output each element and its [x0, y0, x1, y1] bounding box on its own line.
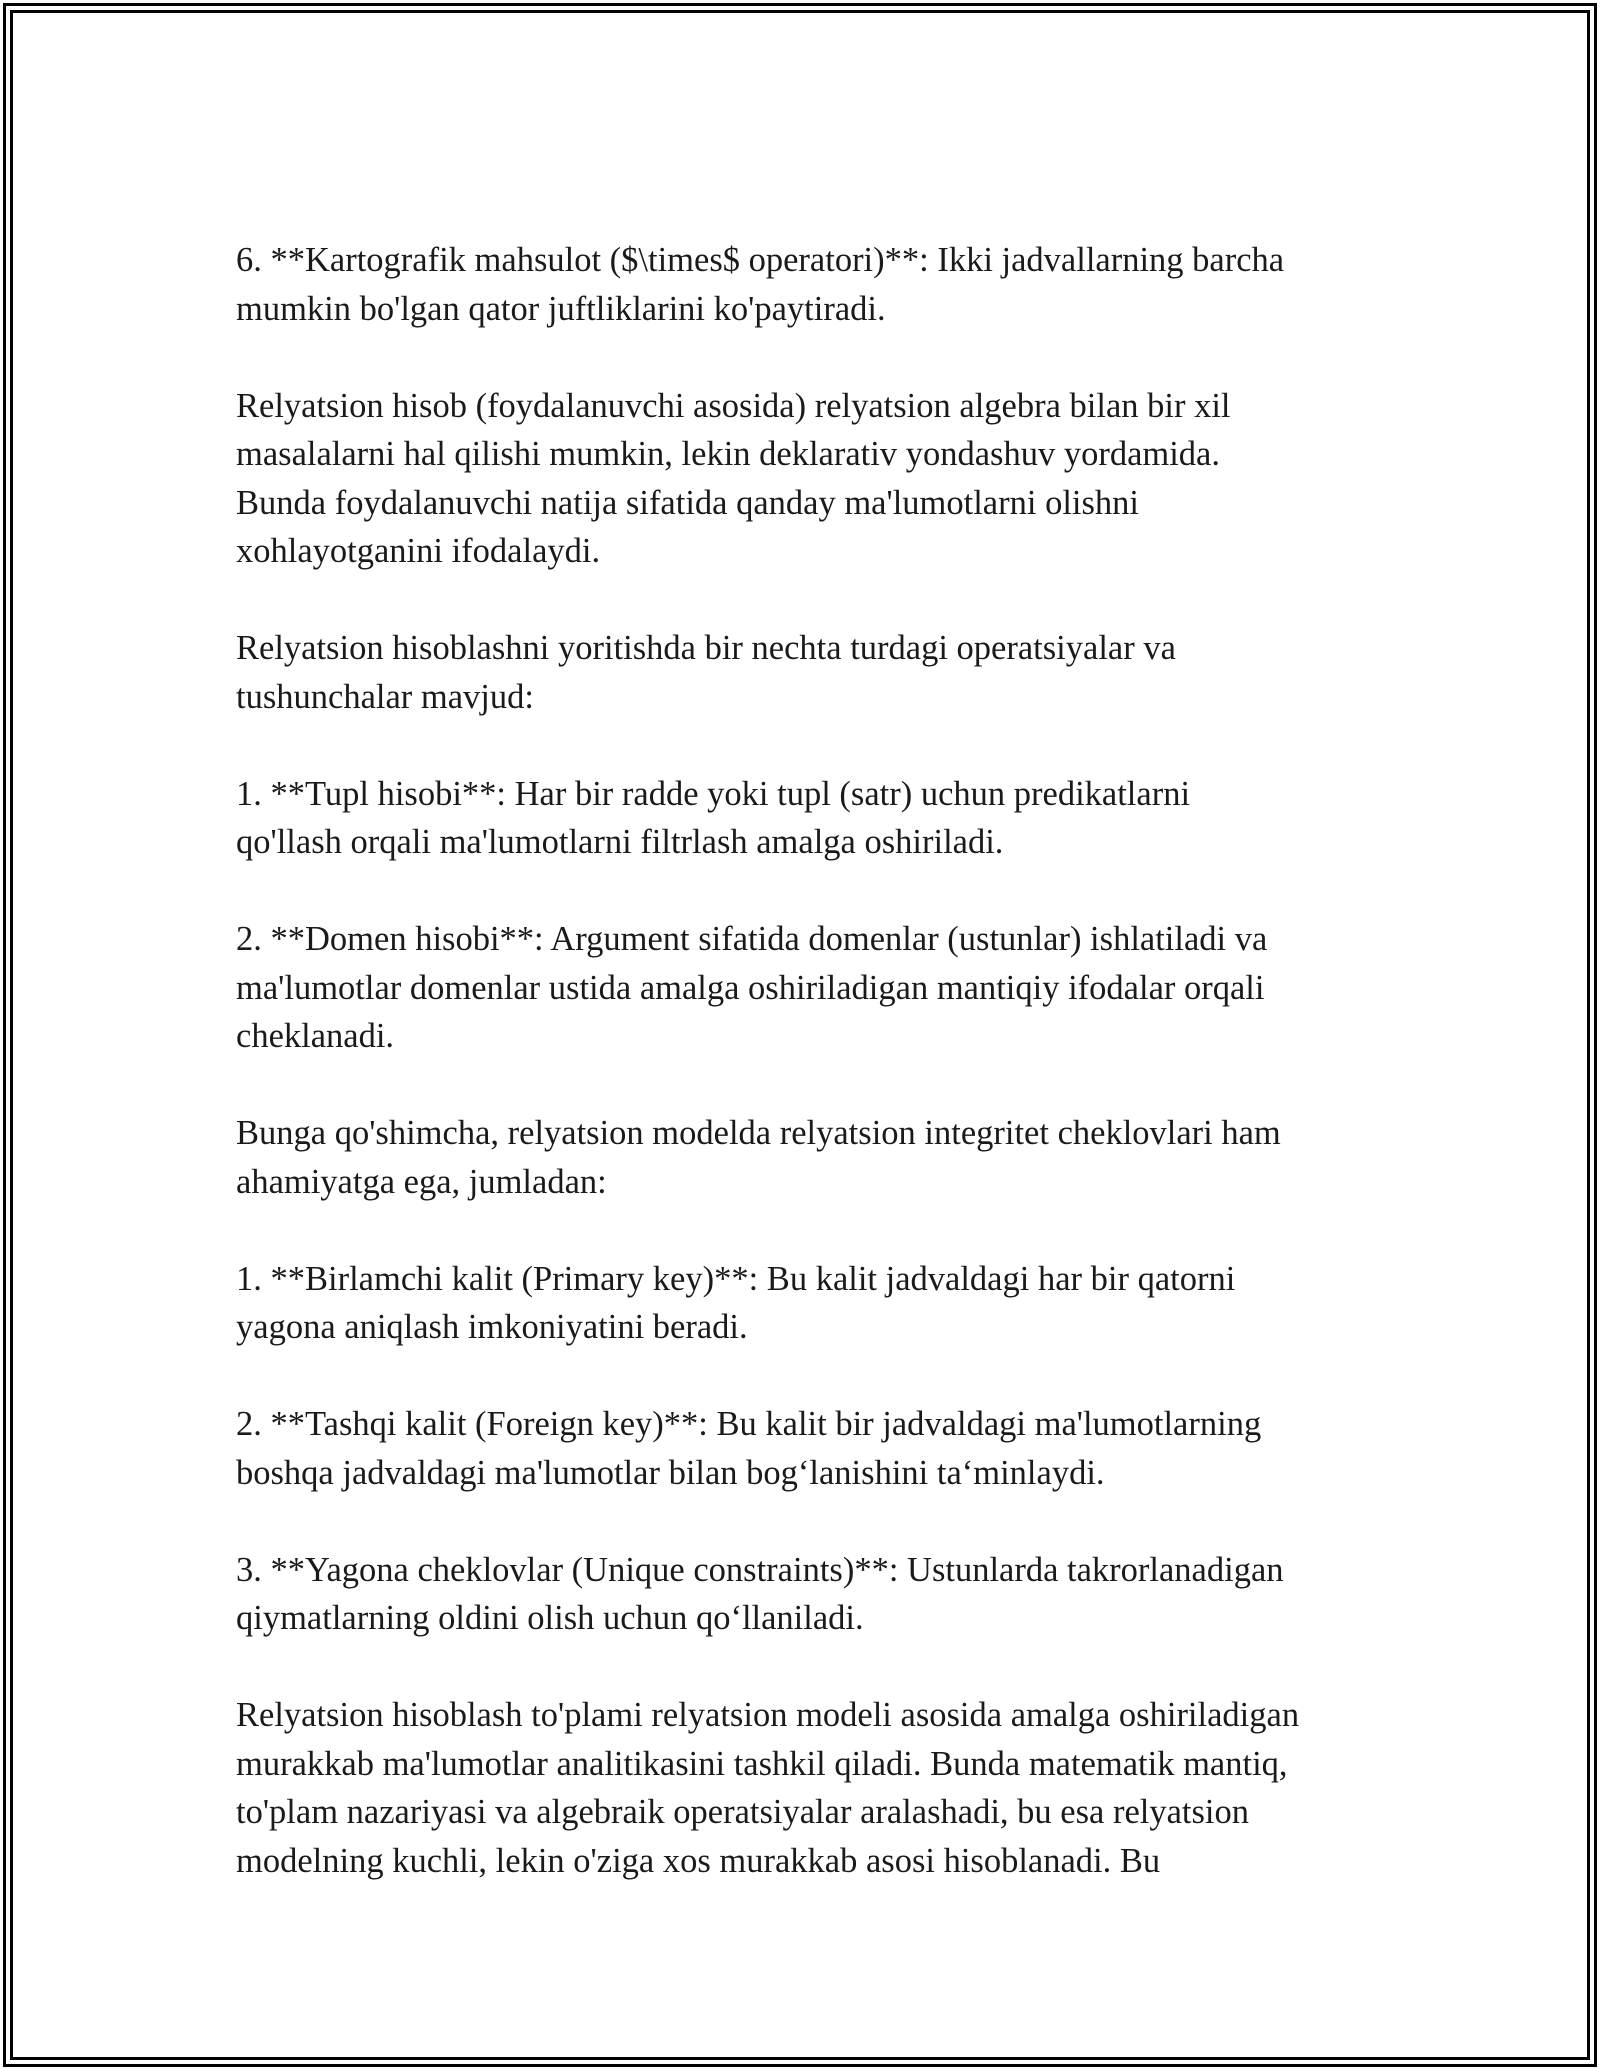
document-body [236, 236, 1396, 1885]
paragraph-foreign-key [236, 1400, 1396, 1497]
paragraph-relational-calculus-intro [236, 382, 1396, 576]
text-line: to'plam nazariyasi va algebraik operatsiyalar aralashadi, bu esa relyatsion [236, 1793, 1249, 1831]
text-line: qo'llash orqali ma'lumotlarni filtrlash amalga oshiriladi. [236, 823, 1004, 861]
text-line: Relyatsion hisob (foydalanuvchi asosida) relyatsion algebra bilan bir xil [236, 386, 1231, 425]
text-line: ahamiyatga ega, jumladan: [236, 1162, 607, 1201]
text-line: cheklanadi. [236, 1017, 395, 1055]
text-line: xohlayotganini ifodalaydi. [236, 532, 601, 570]
text-line: Bunga qo'shimcha, relyatsion modelda relyatsion integritet cheklovlari ham [236, 1114, 1281, 1152]
text-line: 1. **Tupl hisobi**: Har bir radde yoki tupl (satr) uchun predikatlarni [236, 774, 1191, 813]
text-line: masalalarni hal qilishi mumkin, lekin deklarativ yondashuv yordamida. [236, 435, 1220, 473]
text-line: modelning kuchli, lekin o'ziga xos murakkab asosi hisoblanadi. Bu [236, 1841, 1161, 1880]
paragraph-tuple-calculus [236, 770, 1396, 867]
text-line: mumkin bo'lgan qator juftliklarini ko'paytiradi. [236, 289, 886, 328]
text-line: 1. **Birlamchi kalit (Primary key)**: Bu kalit jadvaldagi har bir qatorni [236, 1259, 1236, 1298]
text-line: yagona aniqlash imkoniyatini beradi. [236, 1308, 748, 1346]
paragraph-integrity-constraints-intro [236, 1109, 1396, 1206]
text-line: boshqa jadvaldagi ma'lumotlar bilan bog‘lanishini ta‘minlaydi. [236, 1453, 1105, 1492]
text-line: qiymatlarning oldini olish uchun qo‘llaniladi. [236, 1599, 864, 1637]
text-line: 2. **Tashqi kalit (Foreign key)**: Bu kalit bir jadvaldagi ma'lumotlarning [236, 1405, 1262, 1443]
text-line: tushunchalar mavjud: [236, 677, 534, 716]
text-line: Bunda foydalanuvchi natija sifatida qanday ma'lumotlarni olishni [236, 483, 1139, 522]
text-line: Relyatsion hisoblash to'plami relyatsion modeli asosida amalga oshiriladigan [236, 1696, 1300, 1734]
text-line: 3. **Yagona cheklovlar (Unique constraints)**: Ustunlarda takrorlanadigan [236, 1550, 1284, 1589]
paragraph-unique-constraints [236, 1546, 1396, 1643]
paragraph-primary-key [236, 1255, 1396, 1352]
paragraph-calculus-types-intro [236, 624, 1396, 721]
text-line: Relyatsion hisoblashni yoritishda bir nechta turdagi operatsiyalar va [236, 629, 1176, 667]
text-line: ma'lumotlar domenlar ustida amalga oshiriladigan mantiqiy ifodalar orqali [236, 968, 1265, 1007]
paragraph-conclusion [236, 1691, 1396, 1885]
text-line: 6. **Kartografik mahsulot ($\times$ operatori)**: Ikki jadvallarning barcha [236, 241, 1285, 279]
paragraph-cartesian-product [236, 236, 1396, 333]
text-line: murakkab ma'lumotlar analitikasini tashkil qiladi. Bunda matematik mantiq, [236, 1744, 1288, 1783]
text-line: 2. **Domen hisobi**: Argument sifatida domenlar (ustunlar) ishlatiladi va [236, 920, 1268, 958]
paragraph-domain-calculus [236, 915, 1396, 1061]
